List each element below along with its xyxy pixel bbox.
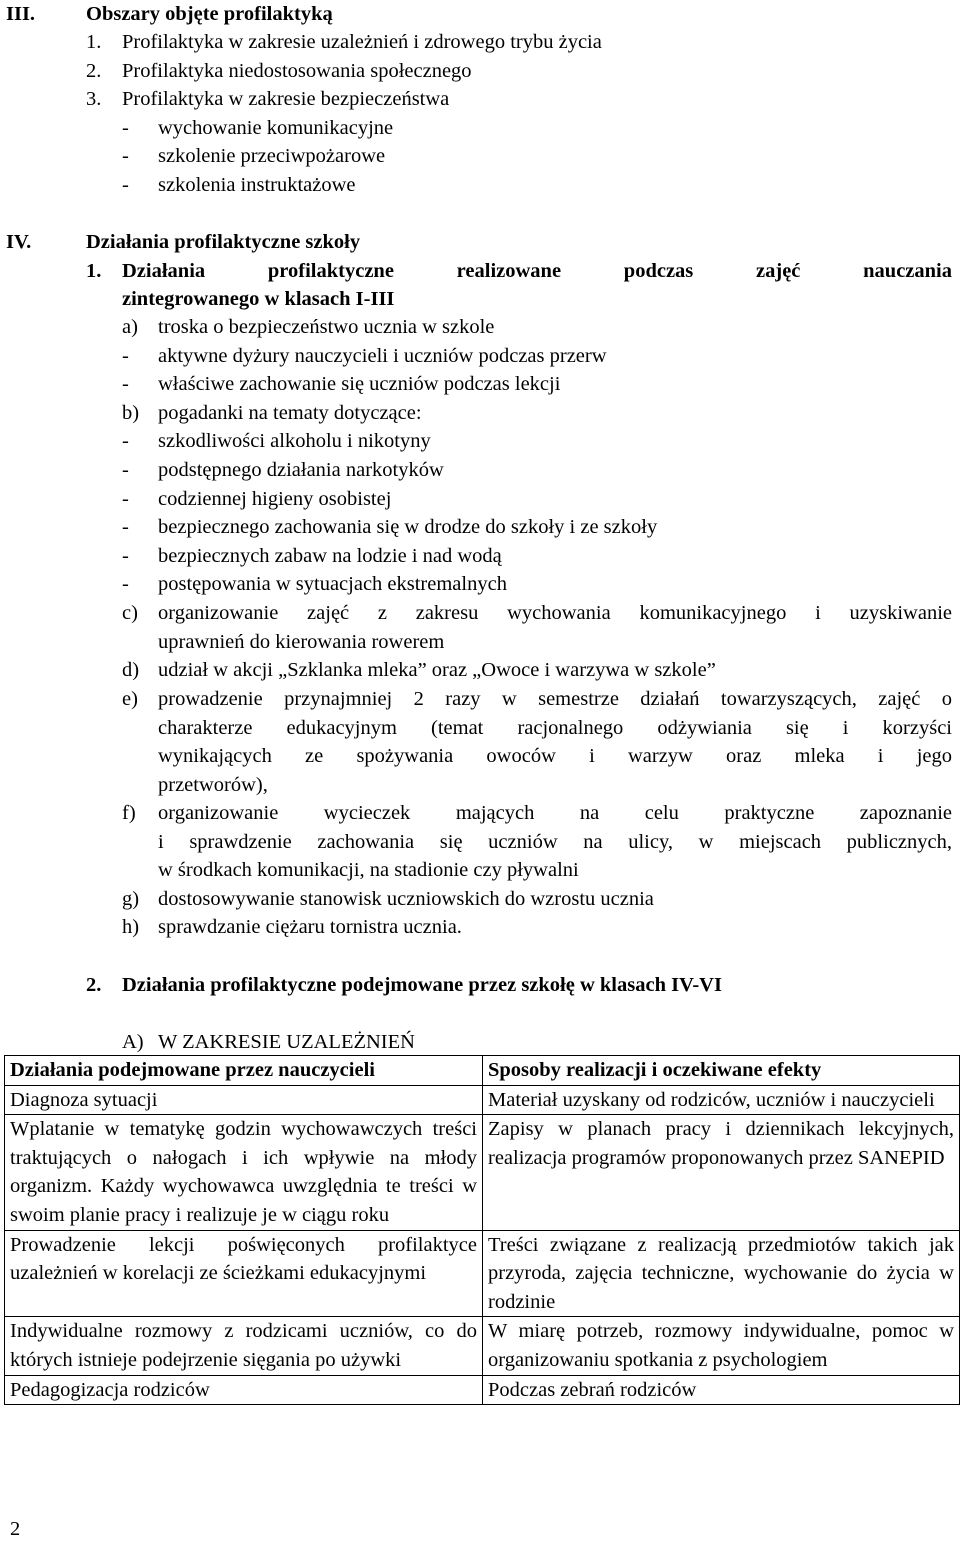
list-dash: - — [122, 145, 129, 167]
list-marker: - — [122, 516, 129, 538]
table-row — [5, 1085, 960, 1115]
list-item: i sprawdzenie zachowania się uczniów na ulicy, w miejscach publicznych, — [158, 831, 952, 853]
section-number: III. — [6, 3, 36, 25]
list-item: bezpiecznego zachowania się w drodze do szkoły i ze szkoły — [158, 516, 658, 538]
list-item: aktywne dyżury nauczycieli i uczniów podczas przerw — [158, 345, 607, 367]
list-item: szkolenie przeciwpożarowe — [158, 145, 386, 167]
paragraph-number: 1. — [86, 260, 102, 282]
page-number: 2 — [10, 1518, 21, 1540]
list-item: postępowania w sytuacjach ekstremalnych — [158, 573, 507, 595]
list-item: przetworów), — [158, 774, 268, 796]
list-item: organizowanie zajęć z zakresu wychowania komunikacyjnego i uzyskiwanie — [158, 602, 952, 624]
table-cell: Wplatanie w tematykę godzin wychowawczych treści traktujących o nałogach i ich wpływie na młody organizm. Każdy wychowawca uwzględnia te treści w swoim planie pracy i realizuje je w ciągu roku — [5, 1115, 483, 1230]
table-cell: Zapisy w planach pracy i dziennikach lekcyjnych, realizacja programów proponowanych przez SANEPID — [483, 1115, 960, 1230]
list-dash: - — [122, 174, 129, 196]
paragraph-heading: zintegrowanego w klasach I-III — [122, 288, 395, 310]
list-item: bezpiecznych zabaw na lodzie i nad wodą — [158, 545, 502, 567]
table-row — [5, 1375, 960, 1405]
list-item: szkolenia instruktażowe — [158, 174, 356, 196]
list-marker: c) — [122, 602, 138, 624]
table-cell: Pedagogizacja rodziców — [5, 1375, 483, 1405]
list-item: charakterze edukacyjnym (temat racjonalnego odżywiania się i korzyści — [158, 717, 952, 739]
list-marker: - — [122, 373, 129, 395]
list-item: Profilaktyka w zakresie uzależnień i zdrowego trybu życia — [122, 31, 602, 53]
table-row — [5, 1230, 960, 1317]
list-item: organizowanie wycieczek mających na celu praktyczne zapoznanie — [158, 802, 952, 824]
list-number: 2. — [86, 60, 102, 82]
list-marker: - — [122, 459, 129, 481]
list-item: codziennej higieny osobistej — [158, 488, 392, 510]
list-marker: e) — [122, 688, 138, 710]
measures-table — [4, 1055, 960, 1405]
list-item: podstępnego działania narkotyków — [158, 459, 444, 481]
list-number: 3. — [86, 88, 102, 110]
table-row — [5, 1317, 960, 1375]
list-item: udział w akcji „Szklanka mleka” oraz „Owoce i warzywa w szkole” — [158, 659, 716, 681]
list-marker: - — [122, 545, 129, 567]
list-item: Profilaktyka niedostosowania społecznego — [122, 60, 472, 82]
list-marker: - — [122, 573, 129, 595]
list-dash: - — [122, 117, 129, 139]
list-marker: d) — [122, 659, 140, 681]
table-cell: Materiał uzyskany od rodziców, uczniów i nauczycieli — [483, 1085, 960, 1115]
table-header-cell: Działania podejmowane przez nauczycieli — [5, 1056, 483, 1086]
list-item: troska o bezpieczeństwo ucznia w szkole — [158, 316, 495, 338]
list-item: Profilaktyka w zakresie bezpieczeństwa — [122, 88, 450, 110]
list-item: pogadanki na tematy dotyczące: — [158, 402, 422, 424]
subsection-title: W ZAKRESIE UZALEŻNIEŃ — [158, 1031, 415, 1053]
list-marker: - — [122, 430, 129, 452]
table-cell: Prowadzenie lekcji poświęconych profilaktyce uzależnień w korelacji ze ścieżkami edukacyjnymi — [5, 1230, 483, 1317]
table-header-row — [5, 1056, 960, 1086]
paragraph-number: 2. — [86, 974, 102, 996]
list-marker: - — [122, 488, 129, 510]
list-item: prowadzenie przynajmniej 2 razy w semestrze działań towarzyszących, zajęć o — [158, 688, 952, 710]
list-marker: g) — [122, 888, 140, 910]
list-item: właściwe zachowanie się uczniów podczas lekcji — [158, 373, 561, 395]
list-item: dostosowywanie stanowisk uczniowskich do wzrostu ucznia — [158, 888, 654, 910]
table-cell: Treści związane z realizacją przedmiotów takich jak przyroda, zajęcia techniczne, wychowanie do życia w rodzinie — [483, 1230, 960, 1317]
table-cell: Podczas zebrań rodziców — [483, 1375, 960, 1405]
paragraph-heading: Działania profilaktyczne realizowane podczas zajęć nauczania — [122, 260, 952, 282]
list-item: sprawdzanie ciężaru tornistra ucznia. — [158, 916, 462, 938]
table-cell: Indywidualne rozmowy z rodzicami uczniów, co do których istnieje podejrzenie sięgania po używki — [5, 1317, 483, 1375]
list-item: w środkach komunikacji, na stadionie czy pływalni — [158, 859, 579, 881]
section-number: IV. — [6, 231, 32, 253]
list-item: uprawnień do kierowania rowerem — [158, 631, 445, 653]
section-title: Działania profilaktyczne szkoły — [86, 231, 361, 253]
subsection-marker: A) — [122, 1031, 144, 1053]
list-marker: a) — [122, 316, 138, 338]
paragraph-heading: Działania profilaktyczne podejmowane przez szkołę w klasach IV-VI — [122, 974, 722, 996]
list-item: szkodliwości alkoholu i nikotyny — [158, 430, 431, 452]
list-item: wynikających ze spożywania owoców i warzyw oraz mleka i jego — [158, 745, 952, 767]
list-marker: b) — [122, 402, 140, 424]
list-item: wychowanie komunikacyjne — [158, 117, 394, 139]
table-cell: Diagnoza sytuacji — [5, 1085, 483, 1115]
table-header-cell: Sposoby realizacji i oczekiwane efekty — [483, 1056, 960, 1086]
table-cell: W miarę potrzeb, rozmowy indywidualne, pomoc w organizowaniu spotkania z psychologiem — [483, 1317, 960, 1375]
list-marker: - — [122, 345, 129, 367]
section-title: Obszary objęte profilaktyką — [86, 3, 333, 25]
list-marker: h) — [122, 916, 140, 938]
list-marker: f) — [122, 802, 136, 824]
table-row — [5, 1115, 960, 1230]
list-number: 1. — [86, 31, 102, 53]
